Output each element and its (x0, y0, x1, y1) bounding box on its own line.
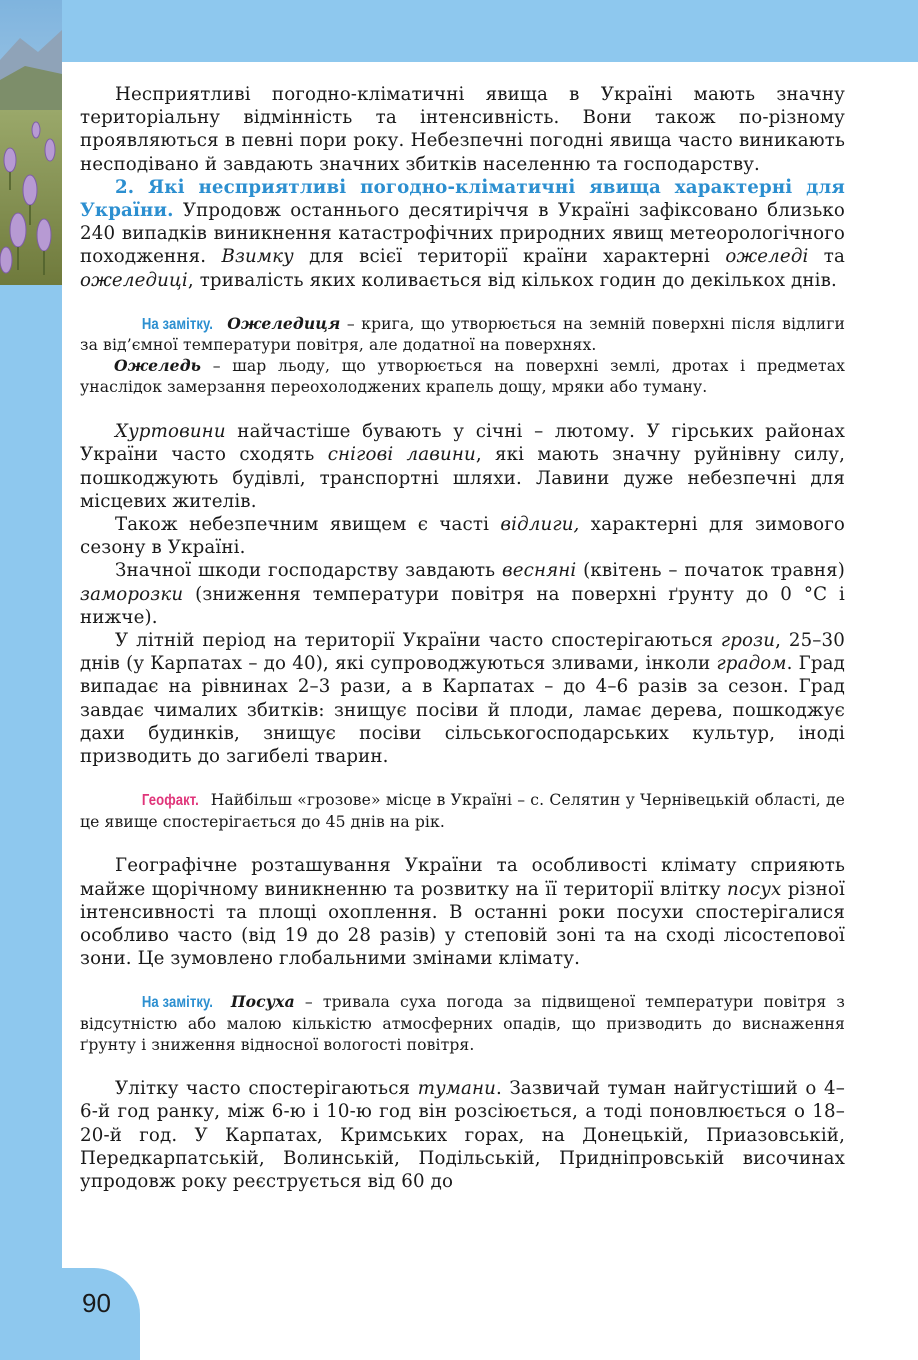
header-band (0, 0, 918, 62)
page-number-tab (0, 1268, 140, 1360)
paragraph-thaws: Також небезпечним явищем є часті відлиги, характерні для зимового сезону в Україні. (80, 514, 845, 559)
paragraph-fogs: Улітку часто спостерігаються тумани. Зазвичай туман найгустіший о 4–6-й год ранку, між 6-ю і 10-ю год він розсіюється, а тоді поновлюється о 18–20-й год. У Карпатах, Кримських горах, на Донецькій, Приазовській, Передкарпатській, Волинській, Подільській, Придніпровській височинах упродовж року реєструється від 60 до (80, 1078, 846, 1193)
page-content (80, 83, 845, 1193)
geofact-label: Геофакт. (141, 792, 199, 810)
paragraph-frosts: Значної шкоди господарству завдають весняні (квітень – початок травня) заморозки (зниження температури повітря на поверхні ґрунту до 0 °С і нижче). (80, 560, 846, 628)
note-label: На замітку. (141, 315, 213, 333)
note-label: На замітку. (141, 994, 213, 1012)
page-number: 90 (82, 1288, 111, 1318)
note-box-drought: На замітку. Посуха – тривала суха погода за підвищеної температури повітря з відсутністю або малою кількістю атмосферних опадів, що призводить до виснаження ґрунту і зниження відносної вологості повітря. (80, 992, 845, 1054)
section-heading: 2. Які несприятливі погодно-кліматичні явища характерні для України. (80, 176, 845, 222)
paragraph-blizzards: Хуртовини найчастіше бувають у січні – лютому. У гірських районах України часто сходять снігові лавини, які мають значну руйнівну силу, пошкоджують будівлі, транспортні шляхи. Лавини дуже небезпечні для місцевих жителів. (80, 421, 846, 512)
paragraph-droughts: Географічне розташування України та особливості клімату сприяють майже щорічному виникненню та розвитку на її території влітку посух різної інтенсивності та площі охоплення. В останні роки посухи спостерігалися особливо часто (від 19 до 28 разів) у степовій зоні та на сході лісостепової зони. Це зумовлено глобальними змінами клімату. (80, 855, 845, 970)
geofact-box: Геофакт. Найбільш «грозове» місце в Україні – с. Селятин у Чернівецькій області, де це явище спостерігається до 45 днів на рік. (80, 791, 845, 831)
note-box-ice (80, 314, 845, 397)
paragraph-intro: Несприятливі погодно-кліматичні явища в Україні мають значну територіальну відмінність та інтенсивність. Вони також по-різному проявляються в певні пори року. Небезпечні погодні явища часто виникають несподівано й завдають значних збитків населенню та господарству. (80, 84, 845, 175)
crocus-meadow-photo (0, 0, 62, 285)
note-ozheled: Ожеледь – шар льоду, що утворюється на поверхні землі, дротах і предметах унаслідок замерзання переохолоджених крапель дощу, мряки або туману. (80, 356, 845, 396)
paragraph-storms: У літній період на території України часто спостерігаються грози, 25–30 днів (у Карпатах – до 40), які супроводжуються зливами, інколи градом. Град випадає на рівнинах 2–3 рази, а в Карпатах – до 4–6 разів за сезон. Град завдає чималих збитків: знищує посіви й плоди, ламає дерева, пошкоджує дахи будинків, знищує посіви сільськогосподарських культур, іноді призводить до загибелі тварин. (80, 630, 845, 768)
paragraph-section-2: 2. Які несприятливі погодно-кліматичні явища характерні для України. Упродовж останнього десятиріччя в Україні зафіксовано близько 240 випадків виникнення катастрофічних природних явищ метеорологічного походження. Взимку для всієї території країни характерні ожеледі та ожеледиці, тривалість яких коливається від кількох годин до декількох днів. (80, 176, 845, 291)
note-ozheledytsia: На замітку. Ожеледиця – крига, що утворюється на земній поверхні після відлиги за від’ємної температури повітря, але додатної на поверхнях. (80, 313, 845, 355)
